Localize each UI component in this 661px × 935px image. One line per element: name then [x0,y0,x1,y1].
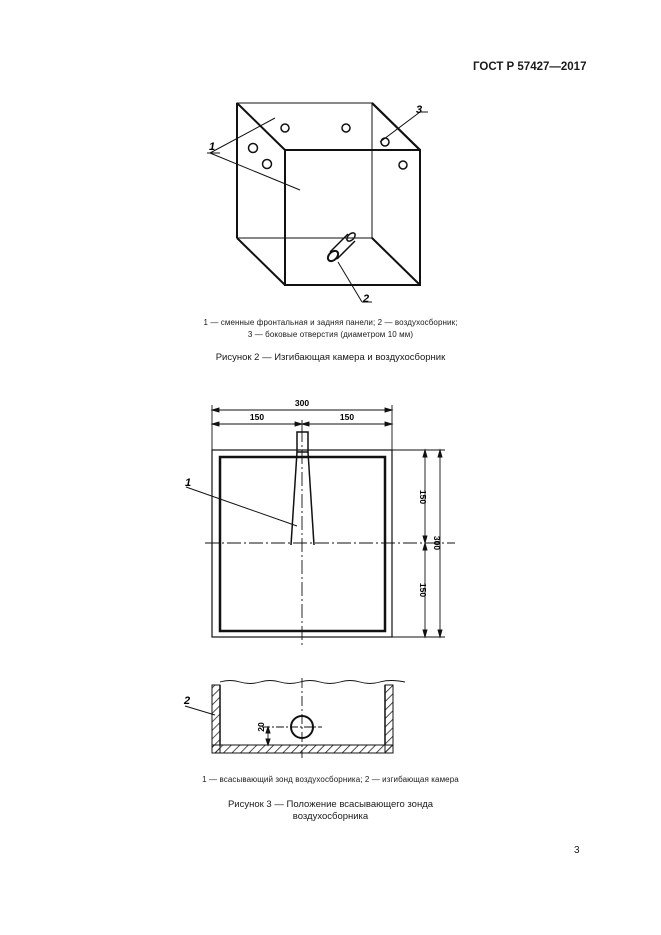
callout-3: 3 [416,104,423,116]
page-number: 3 [574,845,580,856]
dimension-lines [212,405,445,637]
dim-right-half: 150 [339,412,355,422]
chamber-leader [185,706,215,715]
probe-leader [186,487,297,526]
callout-2: 2 [363,293,370,305]
figure-2-title: Рисунок 2 — Изгибающая камера и воздухосборник [215,352,446,363]
standard-code: ГОСТ Р 57427—2017 [473,61,587,73]
plan-view [205,428,455,648]
figure-3-title-line-2: воздухосборника [292,811,369,822]
figure-2-legend-line-1: 1 — сменные фронтальная и задняя панели; 2 — воздухосборник; [203,318,458,327]
dim-left-half: 150 [249,412,265,422]
fig3-callout-2: 2 [184,695,191,707]
dim-bottom-half: 150 [418,582,428,598]
fig3-callout-1: 1 [185,477,192,489]
dim-total-height: 300 [432,535,442,551]
section-view [212,678,405,758]
figure-2-legend-line-2: 3 — боковые отверстия (диаметром 10 мм) [247,330,414,339]
figure-3-legend: 1 — всасывающий зонд воздухосборника; 2 — изгибающая камера [202,775,459,784]
figure-3-title-line-1: Рисунок 3 — Положение всасывающего зонда [227,799,434,810]
callout-1: 1 [209,141,216,153]
dim-total-width: 300 [294,398,310,408]
dim-probe-height: 20 [256,722,266,732]
dim-top-half: 150 [418,489,428,505]
